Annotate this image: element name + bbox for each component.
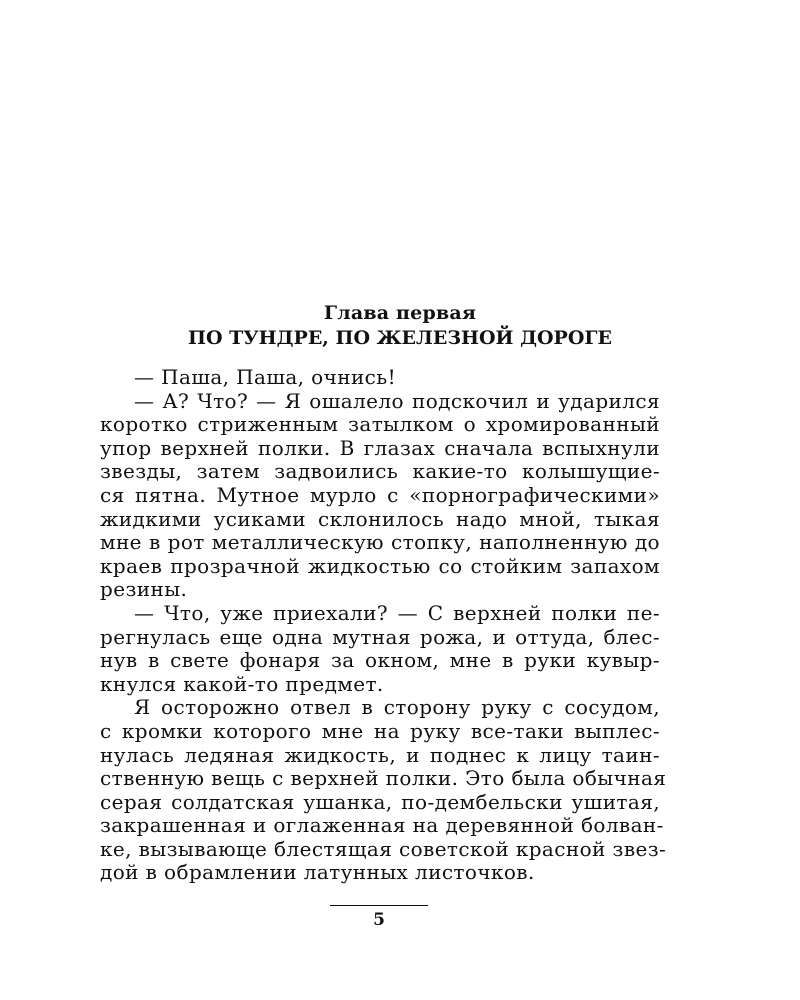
page-number-rule — [330, 905, 428, 906]
text-line: дой в обрамлении латунных листочков. — [100, 860, 535, 885]
chapter-label: Глава первая — [323, 302, 477, 324]
text-line: коротко стриженным затылком о хромированный — [100, 412, 660, 437]
text-line: ся пятна. Мутное мурло с «порнографическими» — [100, 482, 660, 507]
page-number: 5 — [373, 910, 385, 930]
text-line: нулась ледяная жидкость, и поднес к лицу таин- — [100, 742, 660, 767]
text-line: — Что, уже приехали? — С верхней полки пе- — [134, 600, 660, 625]
text-line: — А? Что? — Я ошалело подскочил и ударился — [134, 388, 660, 413]
text-line: резины. — [100, 577, 188, 602]
body-text — [100, 365, 667, 885]
text-line: ке, вызывающе блестящая советской красной звез- — [100, 836, 667, 861]
text-line: краев прозрачной жидкостью со стойким запахом — [100, 553, 660, 578]
text-line: Я осторожно отвел в сторону руку с сосудом, — [134, 695, 660, 720]
text-line: нув в свете фонаря за окном, мне в руки кувыр- — [100, 648, 660, 673]
text-line: закрашенная и оглаженная на деревянной болван- — [100, 813, 664, 838]
text-line: мне в рот металлическую стопку, наполненную до — [100, 530, 660, 555]
text-line: звезды, затем задвоились какие-то колышущие- — [100, 459, 660, 484]
text-line: серая солдатская ушанка, по-дембельски ушитая, — [100, 789, 660, 814]
text-line: жидкими усиками склонилось надо мной, тыкая — [100, 506, 660, 531]
text-line: упор верхней полки. В глазах сначала вспыхнули — [100, 435, 660, 460]
text-line: с кромки которого мне на руку все-таки выплес- — [100, 718, 660, 743]
chapter-title: ПО ТУНДРЕ, ПО ЖЕЛЕЗНОЙ ДОРОГЕ — [188, 327, 612, 349]
text-line: — Паша, Паша, очнись! — [134, 365, 397, 389]
text-line: кнулся какой-то предмет. — [100, 671, 384, 696]
text-line: ственную вещь с верхней полки. Это была обычная — [100, 766, 667, 791]
text-line: регнулась еще одна мутная рожа, и оттуда, блес- — [100, 624, 660, 649]
